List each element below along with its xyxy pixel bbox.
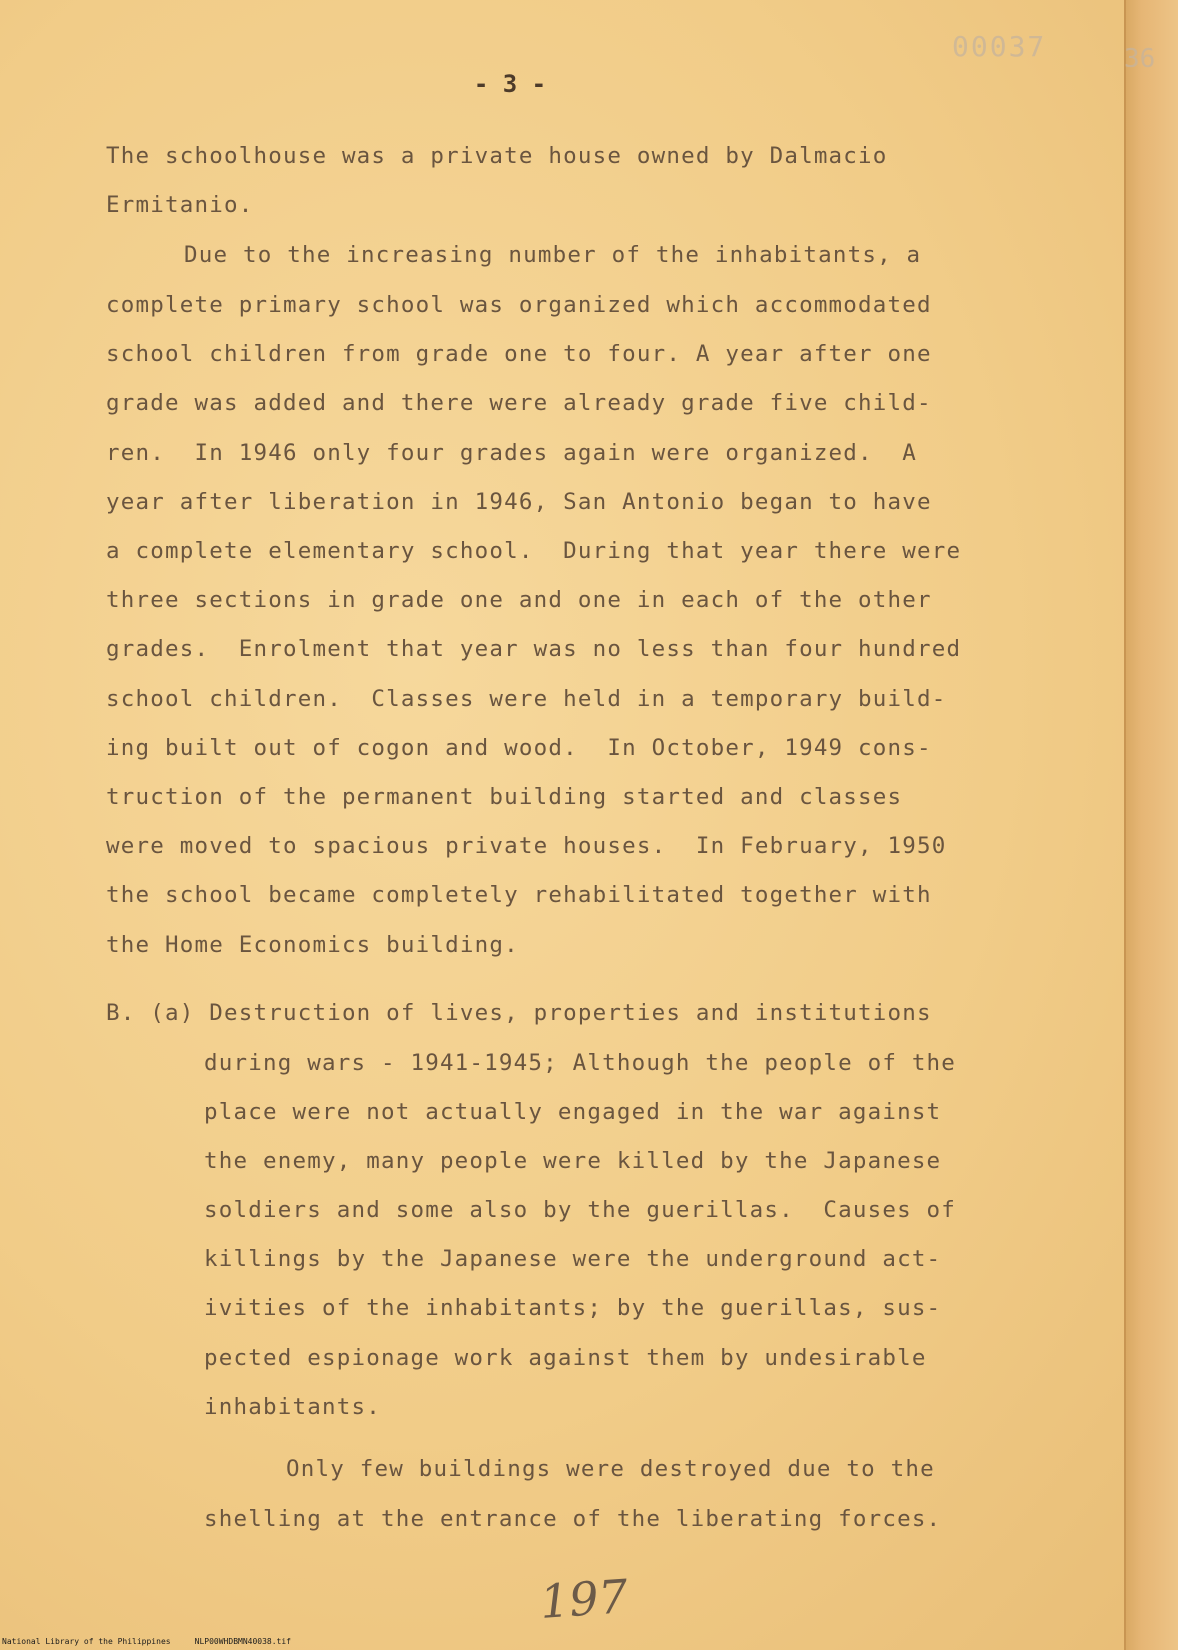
text-line: killings by the Japanese were the underground act-: [204, 1246, 942, 1272]
text-line: The schoolhouse was a private house owned by Dalmacio: [106, 143, 888, 169]
text-line: B. (a) Destruction of lives, properties and institutions: [106, 1000, 932, 1026]
page-number: - 3 -: [473, 70, 547, 98]
text-line: Only few buildings were destroyed due to the: [286, 1456, 935, 1482]
text-line: grades. Enrolment that year was no less than four hundred: [106, 636, 962, 662]
text-line: shelling at the entrance of the liberating forces.: [204, 1506, 942, 1532]
text-line: a complete elementary school. During that year there were: [106, 538, 962, 564]
text-line: complete primary school was organized which accommodated: [106, 292, 932, 318]
text-line: during wars - 1941-1945; Although the people of the: [204, 1050, 957, 1076]
text-line: school children. Classes were held in a temporary build-: [106, 686, 947, 712]
text-line: school children from grade one to four. A year after one: [106, 341, 932, 367]
text-line: pected espionage work against them by undesirable: [204, 1345, 927, 1371]
text-line: soldiers and some also by the guerillas. Causes of: [204, 1197, 957, 1223]
edge-page-number: 36: [1124, 44, 1156, 74]
page-edge: [1124, 0, 1178, 1650]
text-line: place were not actually engaged in the war against: [204, 1099, 942, 1125]
text-line: grade was added and there were already grade five child-: [106, 390, 932, 416]
text-line: the school became completely rehabilitated together with: [106, 882, 932, 908]
archive-stamp-number: 00037: [952, 30, 1047, 63]
text-line: inhabitants.: [204, 1394, 381, 1420]
text-line: truction of the permanent building started and classes: [106, 784, 903, 810]
text-line: ing built out of cogon and wood. In October, 1949 cons-: [106, 735, 932, 761]
text-line: ivities of the inhabitants; by the guerillas, sus-: [204, 1295, 942, 1321]
archive-footer: National Library of the Philippines NLP00WHDBMN40038.tif: [2, 1637, 291, 1646]
text-line: the Home Economics building.: [106, 932, 519, 958]
text-line: year after liberation in 1946, San Antonio began to have: [106, 489, 932, 515]
text-line: Due to the increasing number of the inhabitants, a: [184, 242, 922, 268]
text-line: the enemy, many people were killed by the Japanese: [204, 1148, 942, 1174]
text-line: were moved to spacious private houses. In February, 1950: [106, 833, 947, 859]
handwritten-page-number: 197: [538, 1569, 630, 1629]
text-line: Ermitanio.: [106, 192, 254, 218]
text-line: three sections in grade one and one in each of the other: [106, 587, 932, 613]
text-line: ren. In 1946 only four grades again were organized. A: [106, 440, 918, 466]
